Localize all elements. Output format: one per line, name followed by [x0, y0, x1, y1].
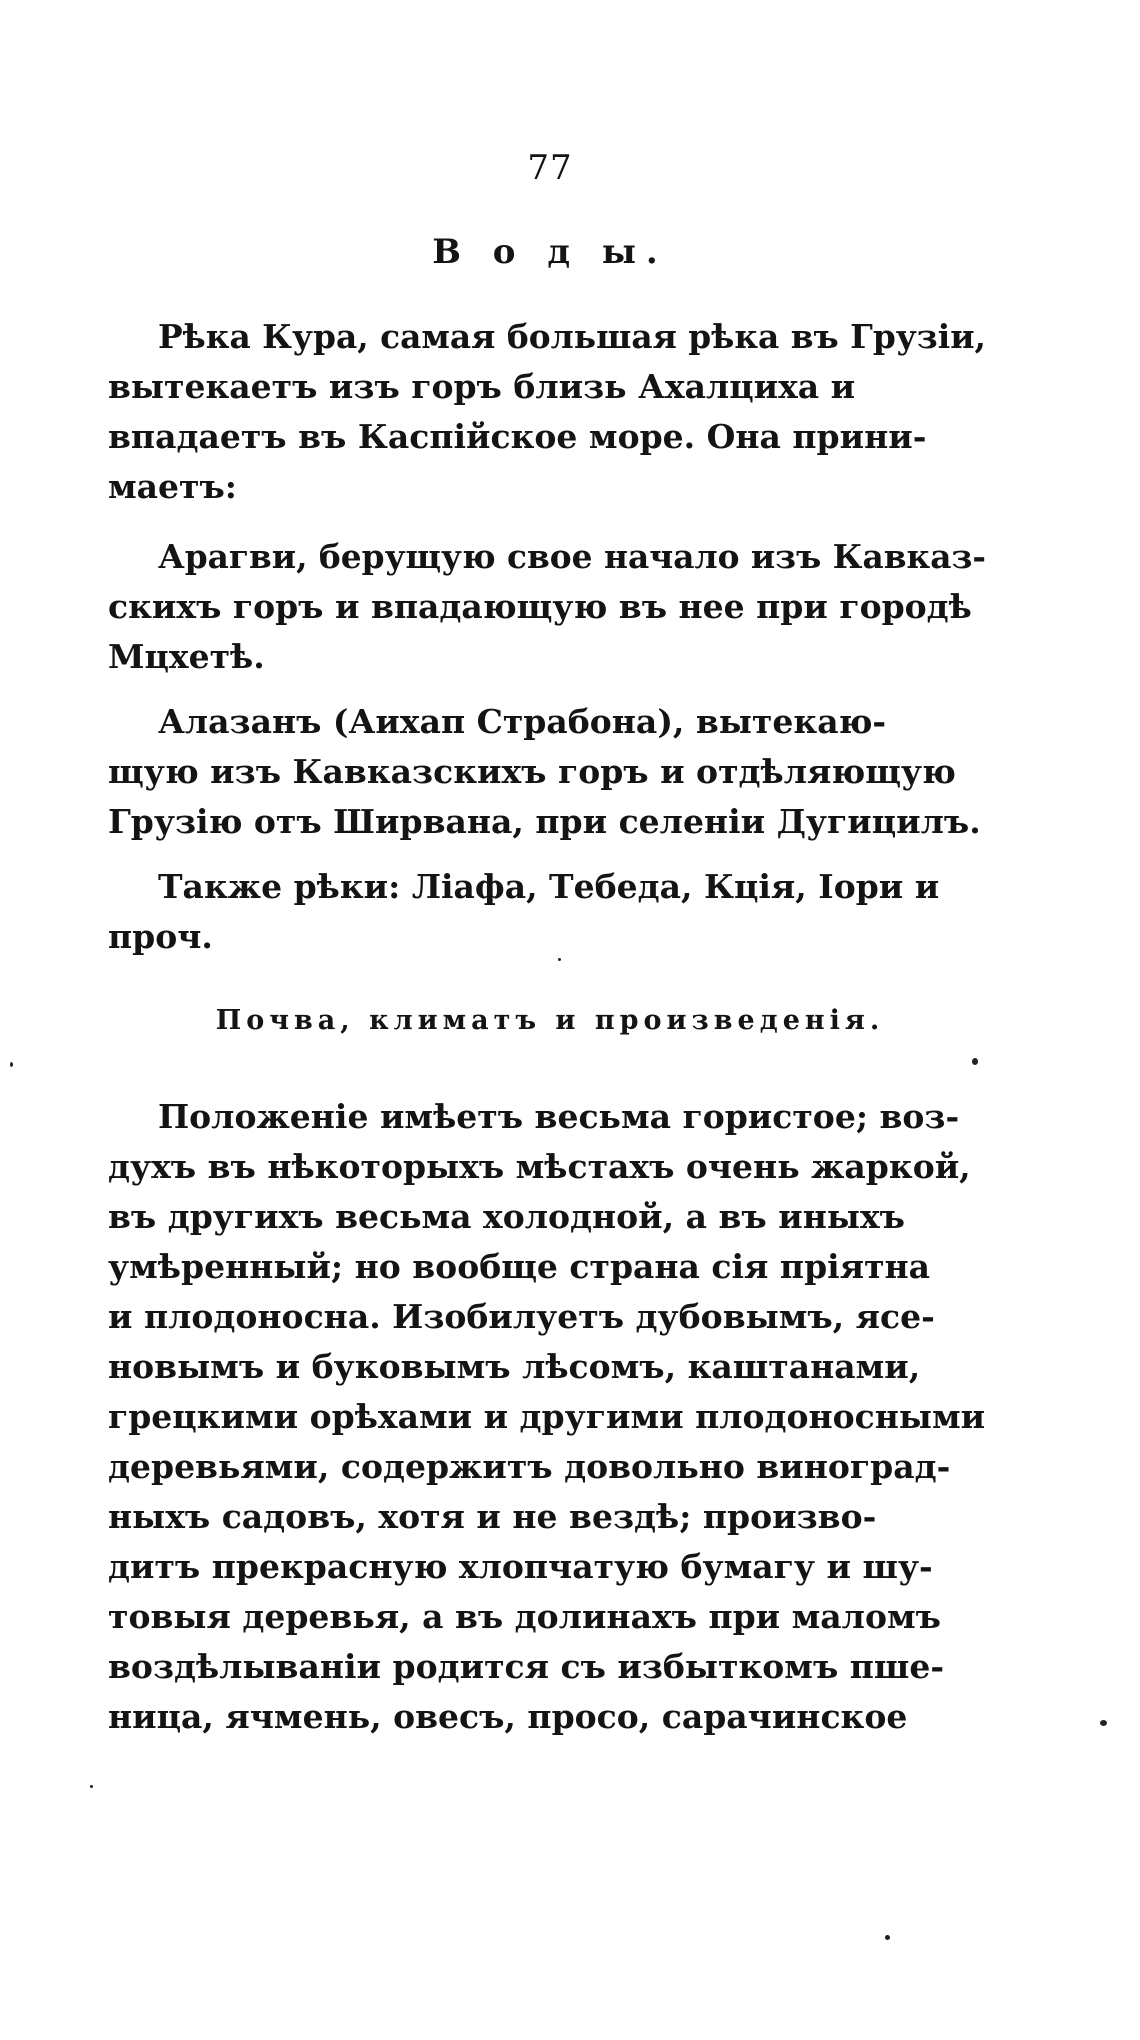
paragraph-soil-climate — [108, 1092, 986, 1742]
text-line: Положеніе имѣетъ весьма гористое; воз- — [158, 1097, 960, 1136]
scan-speck — [972, 1058, 978, 1065]
text-line: маетъ: — [108, 467, 237, 506]
text-line: деревьями, содержитъ довольно виноград- — [108, 1447, 951, 1486]
text-line: впадаетъ въ Каспійское море. Она прини- — [108, 417, 927, 456]
text-line: Также рѣки: Ліафа, Тебеда, Кція, Іори и — [158, 867, 940, 906]
text-line: вытекаетъ изъ горъ близь Ахалциха и — [108, 367, 856, 406]
text-line: Арагви, берущую свое начало изъ Кавказ- — [158, 537, 986, 576]
paragraph-other-rivers — [108, 862, 986, 962]
scan-speck — [1100, 1720, 1107, 1726]
text-line: Алазанъ (Аихап Страбона), вытекаю- — [158, 702, 887, 741]
text-line: духъ въ нѣкоторыхъ мѣстахъ очень жаркой, — [108, 1147, 971, 1186]
scan-speck — [885, 1935, 890, 1940]
text-line: дитъ прекрасную хлопчатую бумагу и шу- — [108, 1547, 933, 1586]
text-line: въ другихъ весьма холодной, а въ иныхъ — [108, 1197, 905, 1236]
scan-speck — [90, 1785, 93, 1788]
section-title-soil-climate: Почва, климатъ и произведенія. — [215, 1005, 885, 1036]
text-line: Мцхетѣ. — [108, 637, 265, 676]
text-line: Грузію отъ Ширвана, при селеніи Дугицилъ. — [108, 802, 981, 841]
text-line: товыя деревья, а въ долинахъ при маломъ — [108, 1597, 941, 1636]
page-number: 77 — [527, 148, 573, 188]
text-line: умѣренный; но вообще страна сія пріятна — [108, 1247, 931, 1286]
scan-speck — [10, 1062, 13, 1067]
text-line: проч. — [108, 917, 213, 956]
text-line: новымъ и буковымъ лѣсомъ, каштанами, — [108, 1347, 921, 1386]
section-title-waters: В о д ы. — [432, 232, 668, 272]
paragraph-kura — [108, 312, 986, 512]
scan-speck — [558, 958, 561, 961]
text-line: ныхъ садовъ, хотя и не вездѣ; произво- — [108, 1497, 877, 1536]
text-line: ница, ячмень, овесъ, просо, сарачинское — [108, 1697, 908, 1736]
text-line: щую изъ Кавказскихъ горъ и отдѣляющую — [108, 752, 956, 791]
text-line: грецкими орѣхами и другими плодоносными — [108, 1397, 986, 1436]
text-line: Рѣка Кура, самая большая рѣка въ Грузіи, — [158, 317, 986, 356]
text-line: воздѣлываніи родится съ избыткомъ пше- — [108, 1647, 945, 1686]
text-line: и плодоносна. Изобилуетъ дубовымъ, ясе- — [108, 1297, 935, 1336]
paragraph-aragvi — [108, 532, 986, 682]
paragraph-alazan — [108, 697, 986, 847]
text-line: скихъ горъ и впадающую въ нее при городѣ — [108, 587, 972, 626]
